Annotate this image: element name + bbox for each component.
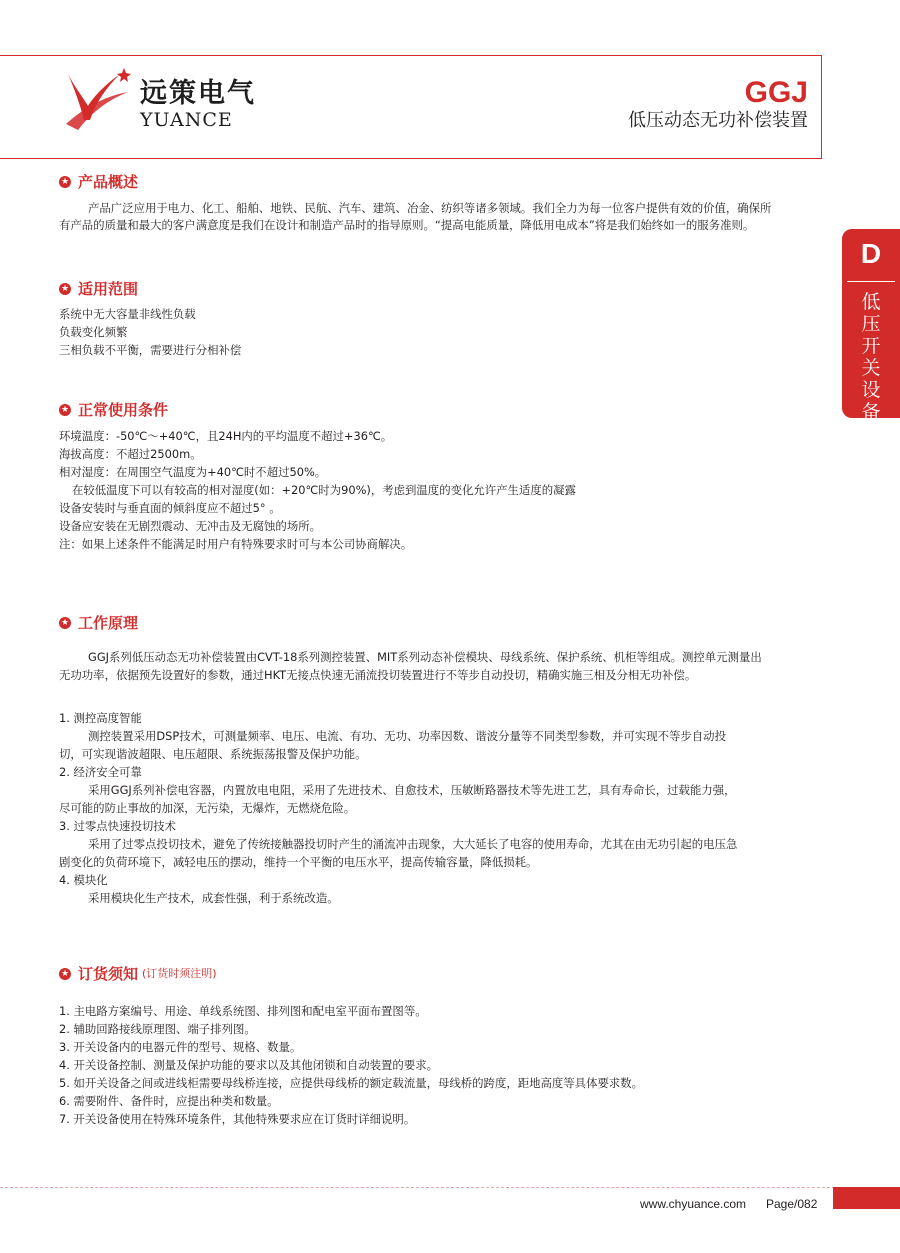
section-title-scope — [59, 279, 138, 299]
overview-line: 产品广泛应用于电力、化工、船舶、地铁、民航、汽车、建筑、冶金、纺织等诸多领域。我们全力为每一位客户提供有效的价值，确保所 — [88, 201, 772, 215]
conditions-line: 设备应安装在无剧烈震动、无冲击及无腐蚀的场所。 — [59, 519, 321, 533]
ordering-line: 2. 辅助回路接线原理图、端子排列图。 — [59, 1022, 256, 1036]
model-name: 低压动态无功补偿装置 — [628, 110, 808, 131]
footer-accent-bar — [833, 1187, 900, 1209]
star-circle-icon: ★ — [60, 177, 70, 187]
conditions-line: 环境温度：-50℃～+40℃，且24H内的平均温度不超过+36℃。 — [59, 429, 393, 443]
principle-item-line: 采用了过零点投切技术，避免了传统接触器投切时产生的涌流冲击现象，大大延长了电容的使用寿命，尤其在由无功引起的电压急 — [88, 837, 738, 851]
star-circle-icon: ★ — [60, 969, 70, 979]
section-title-note: (订货时须注明) — [142, 967, 217, 980]
section-title-conditions — [59, 400, 168, 420]
conditions-line: 注：如果上述条件不能满足时用户有特殊要求时可与本公司协商解决。 — [59, 537, 413, 551]
principle-item-line: 尽可能的防止事故的加深，无污染，无爆炸，无燃烧危险。 — [59, 801, 356, 815]
principle-item-heading: 4. 模块化 — [59, 873, 108, 887]
principle-item-line: 测控装置采用DSP技术，可测量频率、电压、电流、有功、无功、功率因数、谐波分量等不同类型参数，并可实现不等步自动投 — [88, 729, 726, 743]
star-circle-icon: ★ — [60, 405, 70, 415]
principle-item-heading: 3. 过零点快速投切技术 — [59, 819, 177, 833]
ordering-line: 6. 需要附件、备件时，应提出种类和数量。 — [59, 1094, 279, 1108]
scope-line: 三相负载不平衡，需要进行分相补偿 — [59, 343, 242, 357]
star-circle-icon: ★ — [60, 284, 70, 294]
principle-item-heading: 2. 经济安全可靠 — [59, 765, 142, 779]
principle-item-heading: 1. 测控高度智能 — [59, 711, 142, 725]
conditions-line: 在较低温度下可以有较高的相对湿度(如：+20℃时为90%)，考虑到温度的变化允许产生适度的凝露 — [72, 483, 576, 497]
section-title-text: 正常使用条件 — [78, 401, 169, 419]
principle-item-line: 采用GGJ系列补偿电容器，内置放电电阻，采用了先进技术、自愈技术，压敏断路器技术等先进工艺，具有寿命长，过载能力强， — [88, 783, 736, 797]
conditions-line: 海拔高度：不超过2500m。 — [59, 447, 202, 461]
section-title-ordering — [59, 964, 217, 984]
principle-item-line: 剧变化的负荷环境下，减轻电压的摆动，维持一个平衡的电压水平，提高传输容量，降低损耗。 — [59, 855, 538, 869]
star-circle-icon: ★ — [60, 618, 70, 628]
side-tab-divider — [847, 281, 895, 282]
overview-line: 有产品的质量和最大的客户满意度是我们在设计和制造产品时的指导原则。“提高电能质量，降低用电成本”将是我们始终如一的服务准则。 — [59, 218, 755, 232]
section-title-text: 订货须知 — [78, 965, 139, 983]
scope-line: 负载变化频繁 — [59, 325, 128, 339]
section-title-text: 产品概述 — [78, 173, 139, 191]
ordering-line: 5. 如开关设备之间或进线柜需要母线桥连接，应提供母线桥的额定载流量，母线桥的跨度，距地高度等具体要求数。 — [59, 1076, 644, 1090]
section-title-principle — [59, 613, 138, 633]
brand-name-en: YUANCE — [140, 109, 233, 131]
footer-divider — [0, 1187, 900, 1188]
section-title-overview — [59, 172, 138, 192]
section-title-text: 工作原理 — [78, 614, 139, 632]
conditions-line: 相对湿度：在周围空气温度为+40℃时不超过50%。 — [59, 465, 327, 479]
yuance-logo-icon — [62, 66, 132, 138]
footer-url: www.chyuance.com — [640, 1197, 747, 1211]
model-code: GGJ — [744, 76, 808, 109]
side-tab-text: 低 压 开 关 设 备 — [861, 291, 881, 423]
principle-intro-line: 无功功率，依据预先设置好的参数，通过HKT无接点快速无涌流投切装置进行不等步自动投切，精确实施三相及分相无功补偿。 — [59, 668, 697, 682]
conditions-line: 设备安装时与垂直面的倾斜度应不超过5° 。 — [59, 501, 281, 515]
brand-name-cn: 远策电气 — [140, 78, 256, 109]
side-category-tab — [842, 229, 900, 423]
ordering-line: 1. 主电路方案编号、用途、单线系统图、排列图和配电室平面布置图等。 — [59, 1004, 427, 1018]
ordering-line: 7. 开关设备使用在特殊环境条件，其他特殊要求应在订货时详细说明。 — [59, 1112, 416, 1126]
principle-item-line: 采用模块化生产技术，成套性强，利于系统改造。 — [88, 891, 339, 905]
section-title-text: 适用范围 — [78, 280, 139, 298]
principle-item-line: 切，可实现谐波超限、电压超限、系统振荡报警及保护功能。 — [59, 747, 367, 761]
ordering-line: 3. 开关设备内的电器元件的型号、规格、数量。 — [59, 1040, 302, 1054]
page-number: Page/082 — [766, 1197, 818, 1211]
scope-line: 系统中无大容量非线性负载 — [59, 307, 196, 321]
principle-intro-line: GGJ系列低压动态无功补偿装置由CVT-18系列测控装置、MIT系列动态补偿模块、母线系统、保护系统、机柜等组成。测控单元测量出 — [88, 650, 762, 664]
side-tab-letter: D — [860, 238, 882, 269]
ordering-line: 4. 开关设备控制、测量及保护功能的要求以及其他闭锁和自动装置的要求。 — [59, 1058, 438, 1072]
